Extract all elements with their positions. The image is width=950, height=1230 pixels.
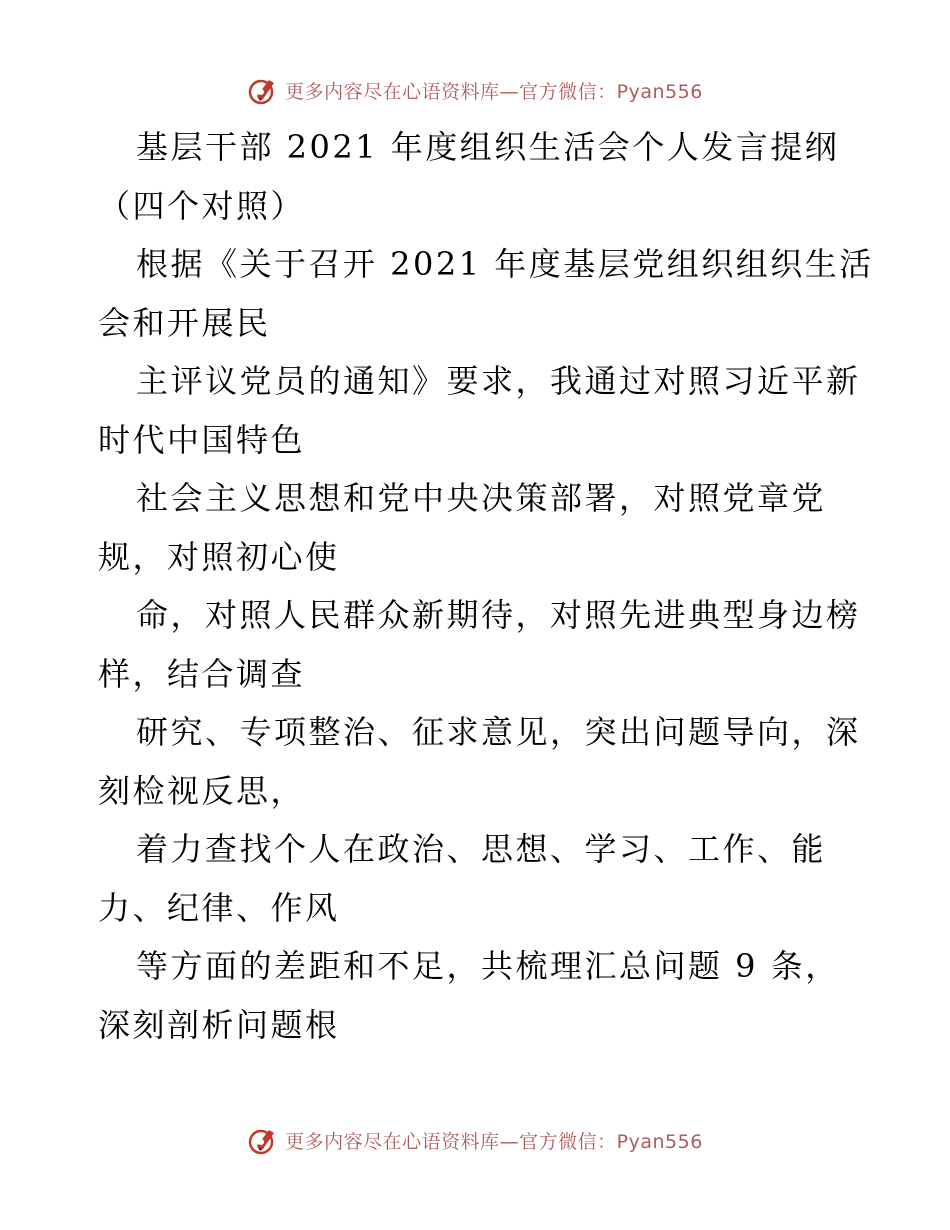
text-line: 等方面的差距和不足，共梳理汇总问题 9 条， <box>136 947 840 985</box>
footer-banner-text: 更多内容尽在心语资料库—官方微信：Pyan556 <box>285 1130 703 1153</box>
footer-banner <box>0 1120 950 1160</box>
text-line: 根据《关于召开 2021 年度基层党组织组织生活 <box>136 245 874 283</box>
text-line: 刻检视反思， <box>98 771 306 810</box>
text-line: 基层干部 2021 年度组织生活会个人发言提纲 <box>136 128 840 166</box>
header-banner-text: 更多内容尽在心语资料库—官方微信：Pyan556 <box>285 80 703 103</box>
text-line: 时代中国特色 <box>98 420 306 459</box>
text-line: 命，对照人民群众新期待，对照先进典型身边榜 <box>136 596 861 634</box>
text-line: 主评议党员的通知》要求，我通过对照习近平新 <box>136 362 861 400</box>
text-line: 样，结合调查 <box>98 654 306 693</box>
footer-banner-inner <box>247 1124 703 1156</box>
document-body <box>98 118 874 1054</box>
text-line: 研究、专项整治、征求意见，突出问题导向，深 <box>136 713 861 751</box>
text-line: 力、纪律、作风 <box>98 888 340 927</box>
text-line: 着力查找个人在政治、思想、学习、工作、能 <box>136 830 827 868</box>
pen-nib-logo-icon <box>247 74 279 106</box>
pen-nib-logo-icon <box>247 1124 279 1156</box>
text-line: 社会主义思想和党中央决策部署，对照党章党 <box>136 479 827 517</box>
text-line: （四个对照） <box>98 186 306 225</box>
text-line: 深刻剖析问题根 <box>98 1005 340 1044</box>
header-banner <box>0 70 950 110</box>
text-line: 会和开展民 <box>98 303 271 342</box>
text-line: 规，对照初心使 <box>98 537 340 576</box>
header-banner-inner <box>247 74 703 106</box>
